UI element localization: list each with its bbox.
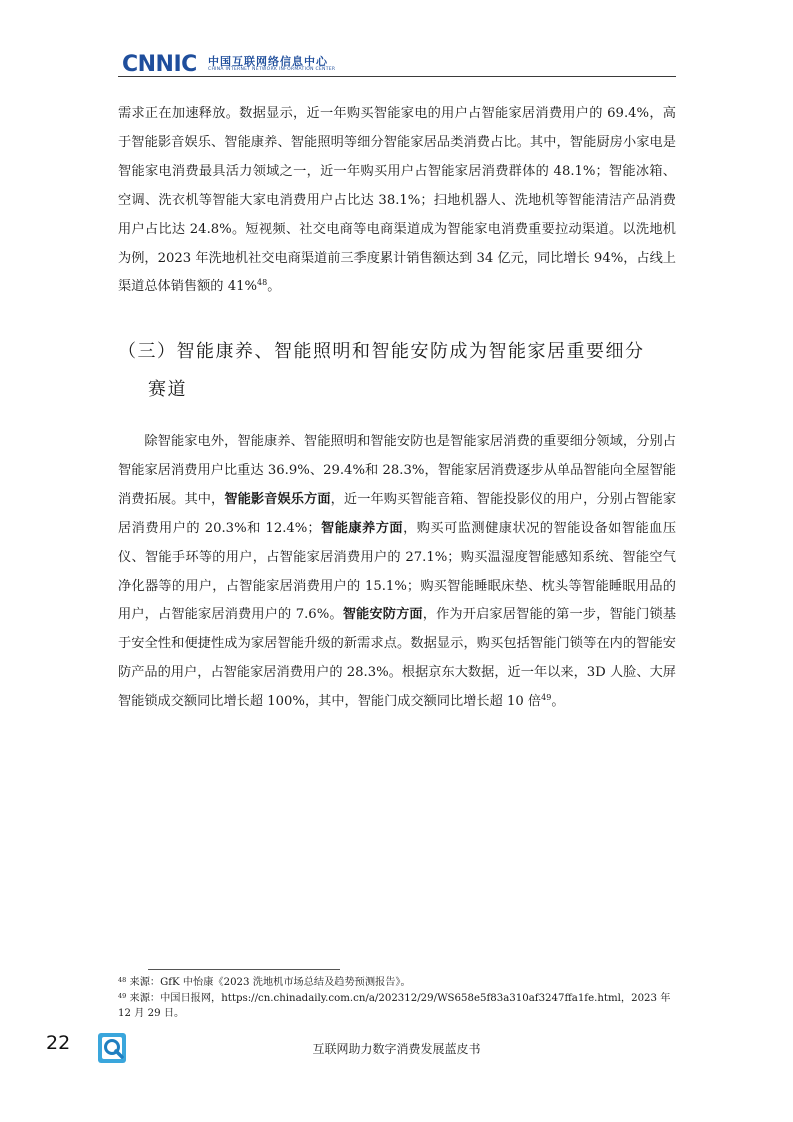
footnote-ref-49[interactable]: 49 — [541, 693, 552, 703]
footnote-48: $^{48}$ 来源：GfK 中怡康《2023 洗地机市场总结及趋势预测报告》。 — [118, 976, 411, 988]
paragraph-1-text: 需求正在加速释放。数据显示，近一年购买智能家电的用户占智能家居消费用户的 69.4%，高于智能影音娱乐、智能康养、智能照明等细分智能家居品类消费占比。其中，智能厨房小家电是智能家电消费最具活力领域之一，近一年购买用户占智能家居消费群体的 48.1%；智能冰箱、空调、洗衣机等智能大家电消费用户占比达 38.1%；扫地机器人、洗地机等智能清洁产品消费用户占比达 24.8%。短视频、社交电商等电商渠道成为智能家电消费重要拉动渠道。以洗地机为例，2023 年洗地机社交电商渠道前三季度累计销售额达到 34 亿元，同比增长 94%，占线上渠道总体销售额的 41% — [118, 106, 676, 295]
footnote-ref-48[interactable]: 48 — [257, 278, 268, 288]
bold-term-health-care: 智能康养方面 — [320, 520, 404, 536]
footnote-49: $^{49}$ 来源：中国日报网，https://cn.chinadaily.com.cn/a/202312/29/WS658e5f83a310af3247ffa1fe.html，2023 年 12 月 29 日。 — [118, 991, 671, 1019]
paragraph-2-seg1: 除智能家电外，智能康养、智能照明和智能安防也是智能家居消费的重要细分领域，分别占智能家居消费用户比重达 36.9%、29.4%和 28.3%，智能家居消费逐步从单品智能向全屋智能消费拓展。其中， — [118, 434, 676, 507]
paragraph-1-end: 。 — [267, 279, 281, 295]
paragraph-2-seg3: ，购买可监测健康状况的智能设备如智能血压仪、智能手环等的用户，占智能家居消费用户的 27.1%；购买温湿度智能感知系统、智能空气净化器等的用户，占智能家居消费用户的 15.1%；购买智能睡眠床垫、枕头等智能睡眠用品的用户，占智能家居消费用户的 7.6%。 — [118, 520, 677, 623]
paragraph-2 — [118, 428, 676, 717]
paragraph-2-end: 。 — [551, 694, 565, 710]
paragraph-2-seg4: ，作为开启家居智能的第一步，智能门锁基于安全性和便捷性成为家居智能升级的新需求点。数据显示，购买包括智能门锁等在内的智能安防产品的用户，占智能家居消费用户的 28.3%。根据京东大数据，近一年以来，3D 人脸、大屏智能锁成交额同比增长超 100%，其中，智能门成交额同比增长超 10 倍 — [118, 607, 677, 710]
paragraph-1 — [118, 100, 676, 302]
org-name-cn: 中国互联网络信息中心 — [208, 55, 328, 68]
paragraph-2-seg2: ，近一年购买智能音箱、智能投影仪的用户，分别占智能家居消费用户的 20.3%和 12.4%； — [118, 491, 677, 536]
footnotes — [118, 975, 676, 1022]
section-heading — [118, 333, 678, 409]
section-heading-line2: 赛道 — [148, 379, 187, 400]
header-divider — [118, 76, 676, 77]
bold-term-security: 智能安防方面 — [342, 607, 423, 623]
section-heading-line1: （三）智能康养、智能照明和智能安防成为智能家居重要细分 — [118, 341, 645, 362]
footnote-divider — [148, 969, 340, 970]
bold-term-av-entertainment: 智能影音娱乐方面 — [224, 491, 331, 507]
page-number: 22 — [46, 1032, 71, 1054]
org-name-en: CHINA INTERNET NETWORK INFORMATION CENTER — [208, 67, 336, 72]
footer-title: 互联网助力数字消费发展蓝皮书 — [312, 1042, 481, 1056]
cnnic-logo: CNNIC — [122, 52, 197, 77]
